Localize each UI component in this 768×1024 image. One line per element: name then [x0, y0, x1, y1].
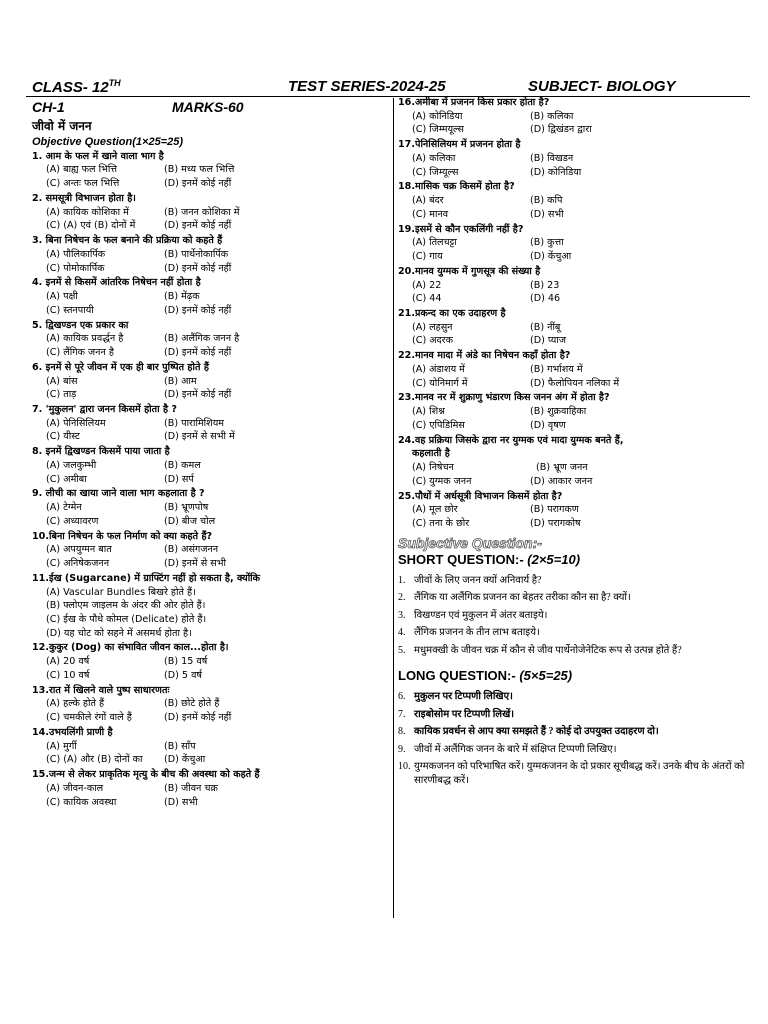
option-row [32, 348, 388, 359]
option: (C) तना के छोर [412, 518, 470, 530]
option: (D) इनमें कोई नहीं [164, 262, 232, 274]
test-series: TEST SERIES-2024-25 [288, 78, 446, 95]
option: (A) जलकुम्भी [46, 459, 97, 471]
column-divider [393, 98, 394, 918]
question [32, 489, 388, 527]
subjective-item [398, 644, 748, 658]
option: (A) बांस [46, 375, 78, 387]
option-row [398, 168, 748, 179]
option-row [398, 323, 748, 334]
option: (A) पक्षी [46, 291, 78, 303]
option: (B) कपि [530, 195, 563, 207]
option-row [32, 306, 388, 317]
option: (D) इनमें से सभी [164, 558, 226, 570]
option: (A) Vascular Bundles बिखरे होते हैं। [46, 586, 196, 598]
option: (A) मूल छोर [412, 504, 458, 516]
option: (B) जीवन चक्र [164, 782, 218, 794]
option: (D) इनमें कोई नहीं [164, 389, 232, 401]
item-text: मधुमक्खी के जीवन चक्र में कौन से जीव पार्थेनोजेनेटिक रूप से उत्पन्न होते हैं? [414, 644, 682, 656]
item-number: 6. [398, 691, 406, 703]
subjective-item [398, 626, 748, 640]
item-text: मुकुलन पर टिप्पणी लिखिए। [414, 691, 513, 703]
option-row [32, 390, 388, 401]
option-row [32, 784, 388, 795]
subjective-item [398, 690, 748, 704]
option: (D) यह चोट को सहने में असमर्थ होता है। [46, 627, 192, 639]
option: (A) अपयुग्मन बात [46, 544, 112, 556]
question-text: 19.इसमें से कौन एकलिंगी नहीं है? [398, 223, 524, 235]
option-row [398, 519, 748, 530]
option: (B) पारामिशियम [164, 417, 224, 429]
question [32, 770, 388, 808]
option: (C) (A) एवं (B) दोनों में [46, 220, 136, 232]
item-text: कायिक प्रवर्धन से आप क्या समझते हैं ? कोई दो उपयुक्त उदाहरण दो। [414, 726, 659, 738]
question-text: 4. इनमें से किसमें आंतरिक निषेचन नहीं होता है [32, 277, 201, 289]
option-row [398, 196, 748, 207]
option-row [32, 657, 388, 668]
option: (B) विखडन [530, 152, 574, 164]
question [32, 363, 388, 401]
subject: SUBJECT- BIOLOGY [528, 78, 676, 95]
option: (A) हल्के होते हैं [46, 698, 105, 710]
question-text: 15.जन्म से लेकर प्राकृतिक मृत्यु के बीच की अवस्था को कहते हैं [32, 769, 260, 781]
option: (D) इनमें कोई नहीं [164, 220, 232, 232]
question-text: 8. इनमें द्विखण्डन किसमें पाया जाता है [32, 446, 170, 458]
option-row [32, 671, 388, 682]
question [398, 393, 748, 431]
option: (C) चमकीले रंगों वाले हैं [46, 712, 132, 724]
option: (C) एपिडिमिस [412, 419, 465, 431]
option: (C) पोमोकार्पिक [46, 262, 105, 274]
option-row [32, 165, 388, 176]
option-row [32, 503, 388, 514]
question-24 [398, 436, 748, 488]
option: (B) पार्थेनोकार्पिक [164, 248, 229, 260]
question-text: 25.पौधों में अर्धसूत्री विभाजन किसमें होता है? [398, 490, 563, 502]
question [32, 532, 388, 570]
option: (D) सभी [530, 208, 564, 220]
option: (A) पौलिकार्पिक [46, 248, 106, 260]
question-text: 18.मासिक चक्र किसमें होता है? [398, 181, 515, 193]
question-text: 17.पेनिसिलियम में प्रजनन होता है [398, 139, 521, 151]
option-row [32, 755, 388, 766]
question [398, 225, 748, 263]
option-row [32, 713, 388, 724]
option: (A) जीवन-काल [46, 782, 104, 794]
question-25 [398, 492, 748, 530]
option-row [398, 112, 748, 123]
option-row [398, 505, 748, 516]
option: (B) कुत्ता [530, 237, 564, 249]
short-question-heading: SHORT QUESTION:- (2×5=10) [398, 552, 581, 568]
option: (D) इनमें कोई नहीं [164, 178, 232, 190]
option-row [32, 264, 388, 275]
question-text: 2. समसूत्री विभाजन होता है। [32, 192, 136, 204]
option-row [398, 379, 748, 390]
option: (A) लहसुन [412, 321, 453, 333]
option-row [32, 419, 388, 430]
question [32, 194, 388, 232]
option-row [398, 281, 748, 292]
question [32, 152, 388, 190]
option: (B) असंगजनन [164, 544, 219, 556]
left-column [32, 98, 388, 812]
option-row [398, 154, 748, 165]
option: (B) शुक्रवाहिका [530, 406, 587, 418]
option-row [398, 463, 748, 474]
option: (B) साँप [164, 740, 196, 752]
option: (A) निषेचन [412, 462, 454, 474]
option: (C) स्तनपायी [46, 304, 94, 316]
option-row [32, 559, 388, 570]
subjective-item [398, 708, 748, 722]
subjective-item [398, 574, 748, 588]
option: (D) इनमें से सभी में [164, 431, 235, 443]
option: (A) बंदर [412, 195, 444, 207]
option: (B) अलैंगिक जनन है [164, 333, 240, 345]
option-row [32, 292, 388, 303]
option: (D) बीज चोल [164, 515, 216, 527]
question-paper [26, 0, 750, 1024]
option-row [32, 699, 388, 710]
question-text: 5. द्विखण्डन एक प्रकार का [32, 319, 129, 331]
long-question-list [398, 690, 748, 787]
option-row [398, 336, 748, 347]
question [398, 351, 748, 389]
question [398, 182, 748, 220]
item-text: लैंगिक या अलैंगिक प्रजनन का बेहतर तरीका कौन सा है? क्यों। [414, 592, 631, 604]
option: (B) भ्रूणपोष [164, 502, 209, 514]
option: (A) कायिक कोशिका में [46, 206, 129, 218]
question [32, 405, 388, 443]
option: (B) मध्य फल भित्ति [164, 164, 235, 176]
option-row [32, 517, 388, 528]
option-row [398, 365, 748, 376]
marks: MARKS-60 [172, 99, 244, 115]
option: (C) जिम्यूल्स [412, 166, 459, 178]
option-row [32, 179, 388, 190]
option: (C) ईख के पौधे कोमल (Delicate) होते हैं। [46, 613, 207, 625]
option: (D) सर्प [164, 473, 194, 485]
option: (B) 15 वर्ष [164, 656, 208, 668]
option: (C) जिम्मयूल्स [412, 124, 464, 136]
question-text-cont: कहलाती है [412, 448, 450, 460]
option: (B) जनन कोशिका में [164, 206, 240, 218]
option: (C) यीस्ट [46, 431, 80, 443]
option: (A) कायिक प्रवर्द्धन है [46, 333, 124, 345]
item-number: 2. [398, 592, 406, 604]
option: (B) भ्रूण जनन [536, 462, 588, 474]
question [32, 321, 388, 359]
option-row [32, 334, 388, 345]
option: (A) पेनिसिलियम [46, 417, 106, 429]
option: (A) शिश्न [412, 406, 445, 418]
chapter-topic: जीवो में जनन [32, 119, 92, 133]
option-row [32, 545, 388, 556]
chapter-number: CH-1 [32, 99, 65, 115]
right-column [398, 98, 748, 791]
option-row [398, 294, 748, 305]
question-text: 3. बिना निषेचन के फल बनाने की प्रक्रिया को कहते हैं [32, 235, 223, 247]
subjective-item [398, 760, 748, 787]
option-row [398, 210, 748, 221]
option: (D) परागकोष [530, 518, 581, 530]
option: (B) कलिका [530, 110, 574, 122]
item-number: 3. [398, 609, 406, 621]
option: (C) (A) और (B) दोनों का [46, 754, 143, 766]
option: (B) मेंढ़क [164, 291, 200, 303]
option-row [398, 407, 748, 418]
option: (C) 44 [412, 293, 442, 305]
option: (C) अध्यावरण [46, 515, 99, 527]
option: (B) आम [164, 375, 197, 387]
option: (A) 20 वर्ष [46, 656, 90, 668]
question-text: 23.मानव नर में शुक्राणु भंडारण किस जनन अंग में होता है? [398, 392, 610, 404]
option: (D) 5 वर्ष [164, 669, 202, 681]
question-text: 13.रात में खिलने वाले पुष्प साधारणतः [32, 684, 170, 696]
option: (A) कोनिडिया [412, 110, 463, 122]
option-row [398, 125, 748, 136]
question-text: 7. 'मुकुलन' द्वारा जनन किसमें होता है ? [32, 403, 177, 415]
class-label: CLASS- 12TH [32, 78, 121, 96]
option: (A) मुर्गी [46, 740, 77, 752]
option: (B) छोटे होते हैं [164, 698, 220, 710]
item-number: 7. [398, 708, 406, 720]
question-text: 6. इनमें से पूरे जीवन में एक ही बार पुष्पित होते हैं [32, 361, 209, 373]
option: (C) योनिमार्ग में [412, 377, 468, 389]
question-text: 12.कुकुर (Dog) का संभावित जीवन काल...होता है। [32, 642, 229, 654]
option: (C) अनिषेकजनन [46, 558, 110, 570]
question-text: 1. आम के फल में खाने वाला भाग है [32, 150, 164, 162]
option: (D) केंचुआ [164, 754, 206, 766]
option-row [32, 475, 388, 486]
question [398, 267, 748, 305]
long-question-heading: LONG QUESTION:- (5×5=25) [398, 668, 573, 684]
option: (C) अन्तः फल भित्ति [46, 178, 120, 190]
chapter-heading [32, 98, 388, 118]
option: (D) केंचुआ [530, 251, 572, 263]
question [32, 447, 388, 485]
option: (C) मानव [412, 208, 449, 220]
item-number: 8. [398, 726, 406, 738]
question-text: 16.अमीबा में प्रजनन किस प्रकार होता है? [398, 97, 550, 108]
option: (D) आकार जनन [530, 475, 593, 487]
option-row [32, 208, 388, 219]
question-11 [32, 574, 388, 640]
option-row [398, 421, 748, 432]
item-number: 4. [398, 627, 406, 639]
question-text: 21.प्रकन्द का एक उदाहरण है [398, 308, 506, 320]
option: (D) कोनिडिया [530, 166, 582, 178]
question [398, 140, 748, 178]
question-text: 10.बिना निषेचन के फल निर्माण को क्या कहते हैं? [32, 530, 213, 542]
option-row [398, 238, 748, 249]
option: (B) फ्लोएम जाइलम के अंदर की ओर होते हैं। [46, 600, 206, 612]
option: (D) इनमें कोई नहीं [164, 304, 232, 316]
question [32, 643, 388, 681]
question [32, 278, 388, 316]
item-text: विखण्डन एवं मुकुलन में अंतर बताइये। [414, 609, 548, 621]
option: (C) अदरक [412, 335, 453, 347]
item-number: 5. [398, 644, 406, 656]
item-text: युग्मकजनन को परिभाषित करें। युग्मकजनन के दो प्रकार सूचीबद्ध करें। उनके बीच के अंतरों को सारणीबद्ध करें। [414, 761, 745, 786]
option: (A) तिलचट्टा [412, 237, 457, 249]
option: (C) अमीबा [46, 473, 87, 485]
option-row [32, 377, 388, 388]
question-text: 14.उभयलिंगी प्राणी है [32, 726, 113, 738]
option: (A) टेग्मेन [46, 502, 82, 514]
item-number: 10. [398, 761, 411, 773]
option-row [32, 250, 388, 261]
question [398, 309, 748, 347]
option-row [32, 221, 388, 232]
option: (A) 22 [412, 279, 442, 291]
option: (C) ताड़ [46, 389, 77, 401]
item-text: राइबोसोम पर टिप्पणी लिखें। [414, 708, 515, 720]
question [32, 728, 388, 766]
option: (B) परागकण [530, 504, 579, 516]
item-number: 1. [398, 574, 406, 586]
subjective-item [398, 609, 748, 623]
option: (C) युग्मक जनन [412, 475, 472, 487]
objective-heading: Objective Question(1×25=25) [32, 136, 184, 149]
header-rule [26, 96, 750, 97]
option-row [32, 461, 388, 472]
option: (D) इनमें कोई नहीं [164, 712, 232, 724]
subjective-item [398, 591, 748, 605]
option: (A) बाह्य फल भित्ति [46, 164, 117, 176]
item-text: लैंगिक प्रजनन के तीन लाभ बताइये। [414, 627, 540, 639]
question-text: 9. लीची का खाया जाने वाला भाग कहलाता है ? [32, 488, 205, 500]
option: (B) 23 [530, 279, 560, 291]
question-text: 22.मानव मादा में अंडे का निषेचन कहाँ होता है? [398, 350, 571, 362]
option: (B) गर्भाशय में [530, 363, 583, 375]
option-row [398, 252, 748, 263]
option: (A) कलिका [412, 152, 456, 164]
option: (D) द्विखंडन द्वारा [530, 124, 592, 136]
option: (D) 46 [530, 293, 561, 305]
option: (D) इनमें कोई नहीं [164, 347, 232, 359]
question-text: 24.वह प्रक्रिया जिसके द्वारा नर युग्मक एवं मादा युग्मक बनते हैं, [398, 434, 624, 446]
item-text: जीवों के लिए जनन क्यों अनिवार्य है? [414, 574, 542, 586]
subjective-item [398, 725, 748, 739]
item-number: 9. [398, 743, 406, 755]
option: (B) नींबू [530, 321, 561, 333]
option: (A) अंडाशय में [412, 363, 465, 375]
item-text: जीवों में अलैंगिक जनन के बारे में संक्षिप्त टिप्पणी लिखिए। [414, 743, 617, 755]
option-row [32, 432, 388, 443]
option: (B) कमल [164, 459, 201, 471]
question [398, 98, 748, 136]
subjective-item [398, 743, 748, 757]
question [32, 236, 388, 274]
option: (C) कायिक अवस्था [46, 796, 117, 808]
option: (C) लैंगिक जनन है [46, 347, 114, 359]
option: (D) फैलोपियन नलिका में [530, 377, 620, 389]
subjective-title: Subjective Question:- [398, 534, 542, 551]
option: (D) प्याज [530, 335, 566, 347]
option: (C) गाय [412, 251, 443, 263]
option-row [398, 477, 748, 488]
option: (C) 10 वर्ष [46, 669, 90, 681]
short-question-list [398, 574, 748, 658]
option-row [32, 742, 388, 753]
option: (D) वृषण [530, 419, 566, 431]
question [32, 686, 388, 724]
question-text: 11.ईख (Sugarcane) में ग्राफ्टिंग नहीं हो सकता है, क्योंकि [32, 572, 261, 584]
question-text: 20.मानव युग्मक में गुणसूत्र की संख्या है [398, 265, 541, 277]
option-row [32, 798, 388, 809]
option: (D) सभी [164, 796, 198, 808]
